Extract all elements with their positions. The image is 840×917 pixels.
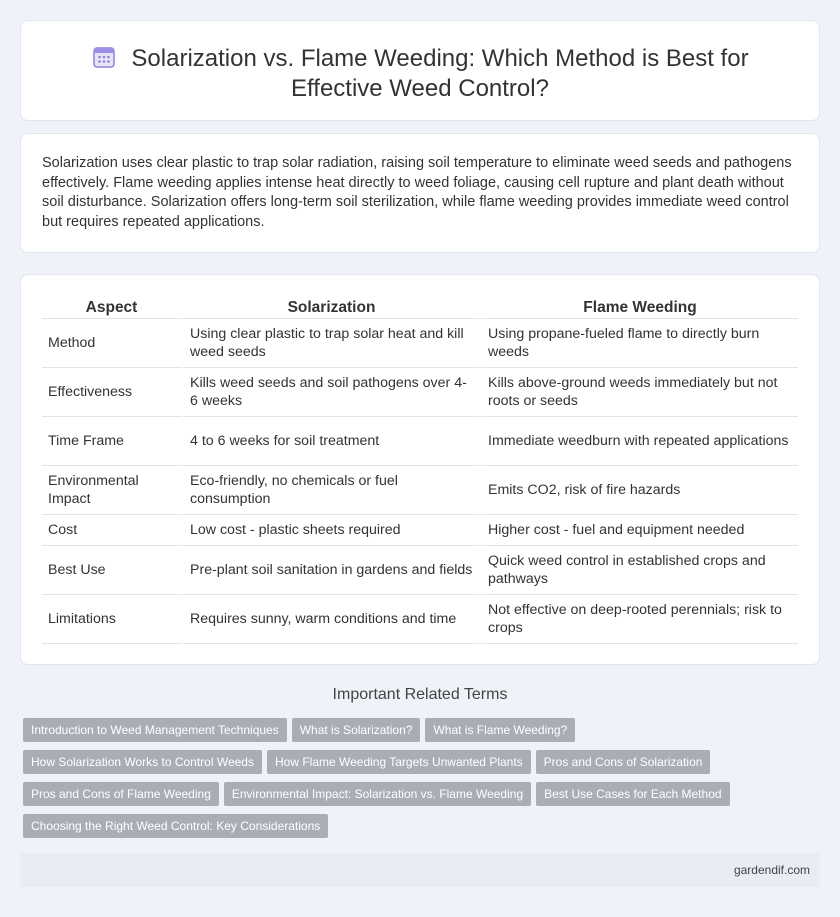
table-cell: Effectiveness: [42, 368, 181, 417]
tag-row: [23, 814, 813, 846]
related-terms-heading: Important Related Terms: [332, 686, 508, 703]
table-cell: Quick weed control in established crops and pathways: [479, 546, 798, 595]
related-term-tag[interactable]: Pros and Cons of Flame Weeding: [23, 782, 219, 806]
page-title: [21, 44, 819, 104]
table-cell: Not effective on deep-rooted perennials; risk to crops: [479, 595, 798, 644]
intro-card: [20, 133, 820, 253]
table-cell: Emits CO2, risk of fire hazards: [479, 466, 798, 515]
table-cell: Requires sunny, warm conditions and time: [181, 595, 479, 644]
table-row: [42, 368, 798, 417]
table-cell: Pre-plant soil sanitation in gardens and fields: [181, 546, 479, 595]
table-cell: Higher cost - fuel and equipment needed: [479, 515, 798, 546]
related-term-tag[interactable]: How Flame Weeding Targets Unwanted Plants: [267, 750, 531, 774]
table-cell: 4 to 6 weeks for soil treatment: [181, 417, 479, 466]
related-term-tag[interactable]: Pros and Cons of Solarization: [536, 750, 711, 774]
table-cell: Using propane-fueled flame to directly burn weeds: [479, 319, 798, 368]
title-line-1: Solarization vs. Flame Weeding: Which Method is Best for: [131, 45, 749, 72]
tag-row: [23, 782, 813, 814]
related-terms-list: [23, 718, 813, 846]
table-cell: Kills weed seeds and soil pathogens over 4-6 weeks: [181, 368, 479, 417]
title-card: [20, 20, 820, 121]
intro-paragraph: Solarization uses clear plastic to trap solar radiation, raising soil temperature to eliminate weed seeds and pathogens effectively. Flame weeding applies intense heat directly to weed foliage, causing cell rupture and plant death without soil disturbance. Solarization offers long-term soil sterilization, while flame weeding provides immediate weed control but requires repeated applications.: [42, 155, 792, 230]
table-cell: Low cost - plastic sheets required: [181, 515, 479, 546]
table-header-row: [42, 295, 798, 319]
footer-site[interactable]: gardendif.com: [733, 863, 810, 877]
header-aspect: Aspect: [42, 295, 181, 319]
table-cell: Immediate weedburn with repeated applications: [479, 417, 798, 466]
related-term-tag[interactable]: Environmental Impact: Solarization vs. Flame Weeding: [224, 782, 531, 806]
header-solarization: Solarization: [181, 295, 479, 319]
table-row: [42, 595, 798, 644]
table-cell: Best Use: [42, 546, 181, 595]
table-cell: Time Frame: [42, 417, 181, 466]
table-cell: Eco-friendly, no chemicals or fuel consumption: [181, 466, 479, 515]
table-cell: Environmental Impact: [42, 466, 181, 515]
table-cell: Cost: [42, 515, 181, 546]
comparison-card: [20, 274, 820, 665]
related-term-tag[interactable]: What is Solarization?: [292, 718, 421, 742]
table-cell: Method: [42, 319, 181, 368]
header-flame-weeding: Flame Weeding: [479, 295, 798, 319]
table-row: [42, 515, 798, 546]
comparison-table: [42, 295, 798, 644]
related-term-tag[interactable]: Introduction to Weed Management Techniques: [23, 718, 287, 742]
title-line-2: Effective Weed Control?: [291, 75, 549, 102]
footer: [20, 853, 820, 887]
tag-row: [23, 718, 813, 750]
table-cell: Limitations: [42, 595, 181, 644]
table-row: [42, 466, 798, 515]
table-row: [42, 546, 798, 595]
table-cell: Kills above-ground weeds immediately but not roots or seeds: [479, 368, 798, 417]
related-term-tag[interactable]: How Solarization Works to Control Weeds: [23, 750, 262, 774]
table-cell: Using clear plastic to trap solar heat and kill weed seeds: [181, 319, 479, 368]
related-term-tag[interactable]: What is Flame Weeding?: [425, 718, 575, 742]
table-row: [42, 417, 798, 466]
table-row: [42, 319, 798, 368]
calendar-icon: [91, 44, 117, 70]
tag-row: [23, 750, 813, 782]
related-term-tag[interactable]: Choosing the Right Weed Control: Key Considerations: [23, 814, 328, 838]
related-term-tag[interactable]: Best Use Cases for Each Method: [536, 782, 729, 806]
